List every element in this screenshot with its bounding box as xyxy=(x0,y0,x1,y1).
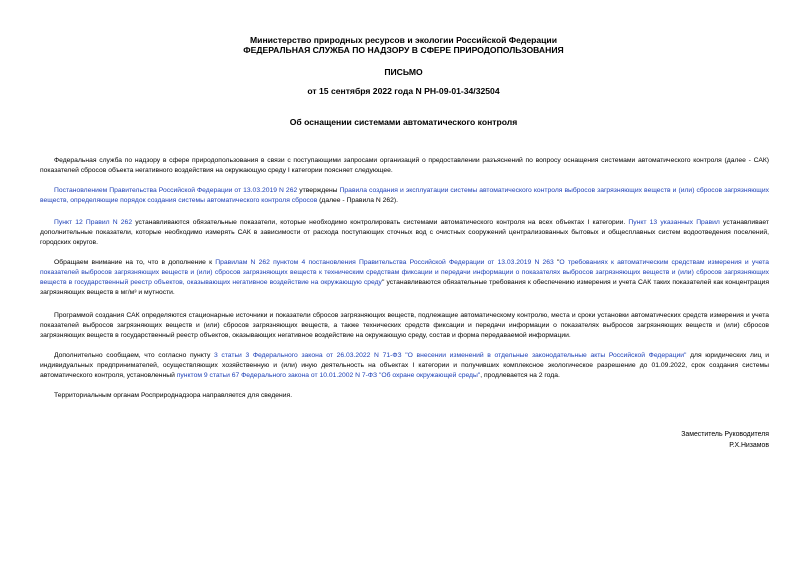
document-type: ПИСЬМО xyxy=(384,67,423,77)
paragraph-7: Территориальным органам Росприроднадзора направляется для сведения. xyxy=(54,392,293,399)
paragraph-2-text-end: (далее - Правила N 262). xyxy=(317,196,398,204)
link-resolution-262[interactable]: Постановлением Правительства Российской Федерации от 13.03.2019 N 262 xyxy=(54,187,298,194)
link-law-71fz[interactable]: 3 статьи 3 Федерального закона от 26.03.2022 N 71-ФЗ "О внесении изменений в отдельные законодательные акты Российской Федерации" xyxy=(213,352,687,359)
paragraph-6-text-mid: для юридических лиц и индивидуальных предпринимателей, осуществляющих хозяйственную и (или) иную деятельность на объектах I категории и получивших комплексное экологическое разрешение до 01.09.2022, срок создания системы автоматического контроля, установленный xyxy=(40,352,770,379)
paragraph-2-text: утверждены xyxy=(297,187,340,194)
paragraph-2 xyxy=(40,186,769,206)
document-subject: Об оснащении системами автоматического контроля xyxy=(289,117,518,127)
paragraph-6 xyxy=(40,351,769,381)
link-rules-262[interactable]: Правила создания и эксплуатации системы автоматического контроля выбросов загрязняющих веществ и (или) сбросов загрязняющих веществ, определяющие порядок создания системы автоматического контроля сбросов xyxy=(40,187,769,204)
link-item-13[interactable]: Пункт 13 указанных Правил xyxy=(628,219,720,226)
paragraph-6-text-end: , продлевается на 2 года. xyxy=(480,371,560,379)
signatory-position: Заместитель Руководителя xyxy=(681,431,769,438)
paragraph-3-text: устанавливаются обязательные показатели, которые необходимо контролировать системами автоматического контроля на всех объектах I категории. xyxy=(132,219,629,226)
ministry-name: Министерство природных ресурсов и экологии Российской Федерации xyxy=(250,35,557,45)
paragraph-1: Федеральная служба по надзору в сфере природопользования в связи с поступающими запросами организаций о предоставлении разъяснений по вопросу оснащения системами автоматического контроля (далее - САК) показателей сбросов объекта негативного воздействия на окружающую среду I категории поясняет следующее. xyxy=(40,157,769,174)
paragraph-6-text: Дополнительно сообщаем, что согласно пункту xyxy=(54,352,214,359)
link-rules-262-short[interactable]: Правилам N 262 xyxy=(215,259,270,266)
paragraph-3 xyxy=(40,218,769,248)
paragraph-3-text-end: устанавливает дополнительные показатели, которые необходимо измерять САК в зависимости от расхода поступающих сточных вод с очистных сооружений централизованных бытовых и общесплавных систем водоотведения поселений, городских округов. xyxy=(40,219,769,246)
link-item-12[interactable]: Пункт 12 Правил N 262 xyxy=(54,219,133,226)
paragraph-4-quote: " xyxy=(553,259,560,266)
paragraph-5: Программой создания САК определяются стационарные источники и показатели сбросов загрязняющих веществ, подлежащие автоматическому контролю, места и сроки установки автоматических средств измерения и учета показателей выбросов загрязняющих веществ и (или) сбросов загрязняющих веществ, а также технических средств фиксации и передачи информации о показателях выбросов загрязняющих веществ и (или) сбросов загрязняющих веществ в государственный реестр объектов, оказывающих негативное воздействие на окружающую среду, состав и форма передаваемой информации. xyxy=(40,312,769,339)
paragraph-4-text: Обращаем внимание на то, что в дополнение к xyxy=(54,259,216,266)
link-requirements-title[interactable]: О требованиях к автоматическим средствам измерения и учета показателей выбросов загрязняющих веществ и (или) сбросов загрязняющих веществ к техническим средствам фиксации и передачи информации о показателях выбросов загрязняющих веществ и (или) сбросов загрязняющих веществ в государственный реестр объектов, оказывающих негативное воздействие на окружающую среду xyxy=(40,259,770,286)
service-name: ФЕДЕРАЛЬНАЯ СЛУЖБА ПО НАДЗОРУ В СФЕРЕ ПРИРОДОПОЛЬЗОВАНИЯ xyxy=(243,45,564,55)
link-item-4-resolution-263[interactable]: пунктом 4 постановления Правительства Российской Федерации от 13.03.2019 N 263 xyxy=(273,259,554,266)
document-date-number: от 15 сентября 2022 года N РН-09-01-34/32504 xyxy=(307,86,500,96)
paragraph-4 xyxy=(40,258,769,298)
signatory-name: Р.Х.Низамов xyxy=(729,442,769,449)
link-law-7fz[interactable]: пунктом 9 статьи 67 Федерального закона от 10.01.2002 N 7-ФЗ "Об охране окружающей среды" xyxy=(176,371,481,379)
paragraph-4-text-end: " устанавливаются обязательные требования к обеспечению измерения и учета САК таких показателей как концентрация загрязняющих веществ в мг/м³ и мутности. xyxy=(40,278,769,296)
